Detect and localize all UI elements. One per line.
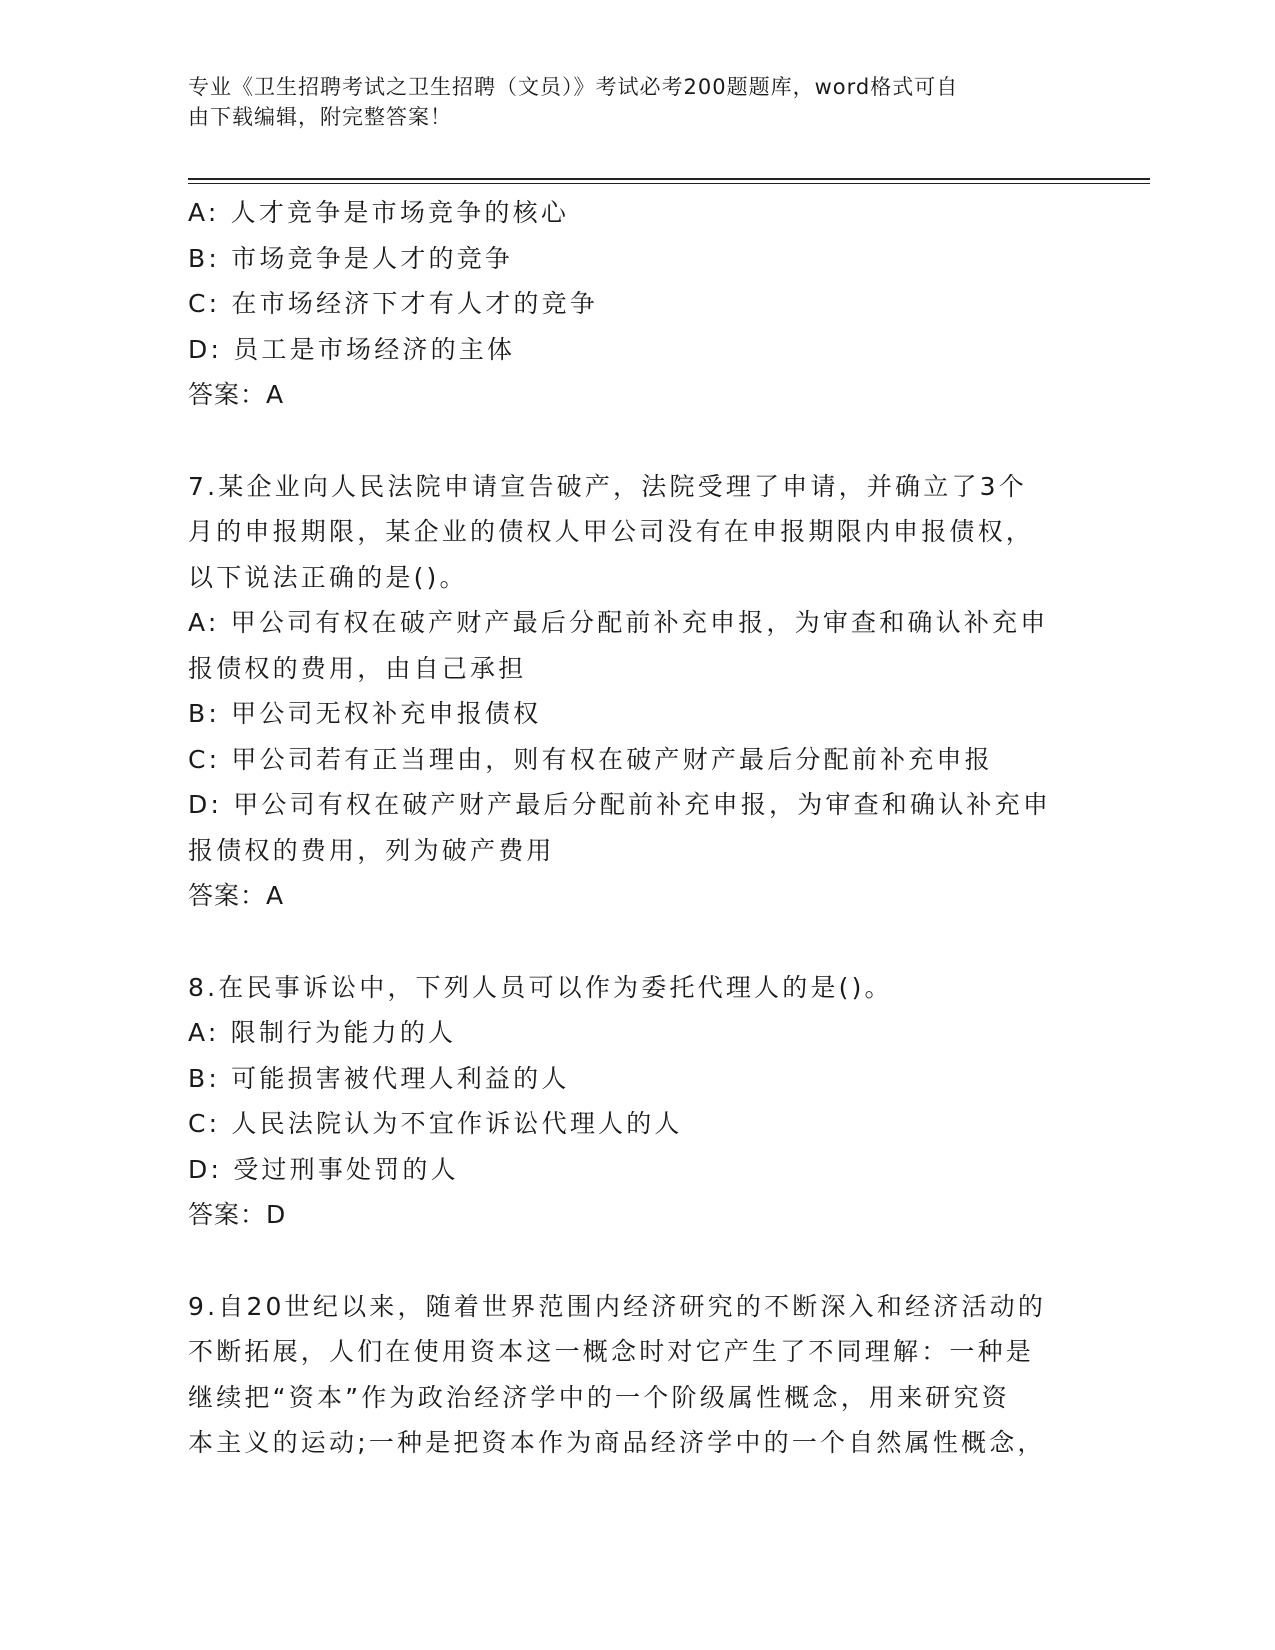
option-d: D: 甲公司有权在破产财产最后分配前补充申报，为审查和确认补充申 [188, 790, 1052, 819]
option-c: C: 人民法院认为不宜作诉讼代理人的人 [188, 1109, 683, 1138]
question-stem: 不断拓展，人们在使用资本这一概念时对它产生了不同理解：一种是 [188, 1337, 1035, 1366]
question-9 [188, 1284, 1088, 1466]
option-b: B: 市场竞争是人才的竞争 [188, 243, 514, 273]
option-d: D: 受过刑事处罚的人 [188, 1154, 459, 1184]
header-line-2: 由下载编辑，附完整答案！ [188, 105, 452, 129]
question-8 [188, 965, 1088, 1238]
option-a-continued: 报债权的费用，由自己承担 [188, 653, 527, 683]
question-stem: 7.某企业向人民法院申请宣告破产，法院受理了申请，并确立了3个 [188, 471, 1027, 501]
question-stem: 8.在民事诉讼中，下列人员可以作为委托代理人的是()。 [188, 972, 893, 1002]
answer: 答案：A [188, 380, 285, 409]
option-b: B: 甲公司无权补充申报债权 [188, 699, 542, 728]
question-list [188, 190, 1088, 1466]
option-c: C: 甲公司若有正当理由，则有权在破产财产最后分配前补充申报 [188, 744, 993, 774]
option-a: A: 人才竞争是市场竞争的核心 [188, 198, 570, 227]
option-d-continued: 报债权的费用，列为破产费用 [188, 835, 555, 865]
answer: 答案：D [188, 1200, 287, 1229]
spacer [188, 919, 1088, 965]
answer: 答案：A [188, 881, 285, 910]
question-7 [188, 464, 1088, 919]
option-c: C: 在市场经济下才有人才的竞争 [188, 289, 599, 318]
question-stem: 9.自20世纪以来，随着世界范围内经济研究的不断深入和经济活动的 [188, 1291, 1047, 1321]
spacer [188, 418, 1088, 464]
spacer [188, 1238, 1088, 1284]
question-6 [188, 190, 1088, 418]
option-d: D: 员工是市场经济的主体 [188, 334, 516, 364]
question-stem: 本主义的运动;一种是把资本作为商品经济学中的一个自然属性概念， [188, 1428, 1046, 1457]
option-a: A: 甲公司有权在破产财产最后分配前补充申报，为审查和确认补充申 [188, 608, 1049, 637]
header-divider [188, 178, 1150, 184]
option-b: B: 可能损害被代理人利益的人 [188, 1063, 570, 1093]
option-a: A: 限制行为能力的人 [188, 1018, 457, 1047]
question-stem: 月的申报期限，某企业的债权人甲公司没有在申报期限内申报债权， [188, 517, 1035, 546]
question-stem: 以下说法正确的是()。 [188, 562, 468, 592]
header-line-1: 专业《卫生招聘考试之卫生招聘（文员）》考试必考200题题库，word格式可自 [188, 75, 959, 99]
document-header [188, 72, 1068, 132]
question-stem: 继续把“资本”作为政治经济学中的一个阶级属性概念，用来研究资 [188, 1382, 1010, 1412]
